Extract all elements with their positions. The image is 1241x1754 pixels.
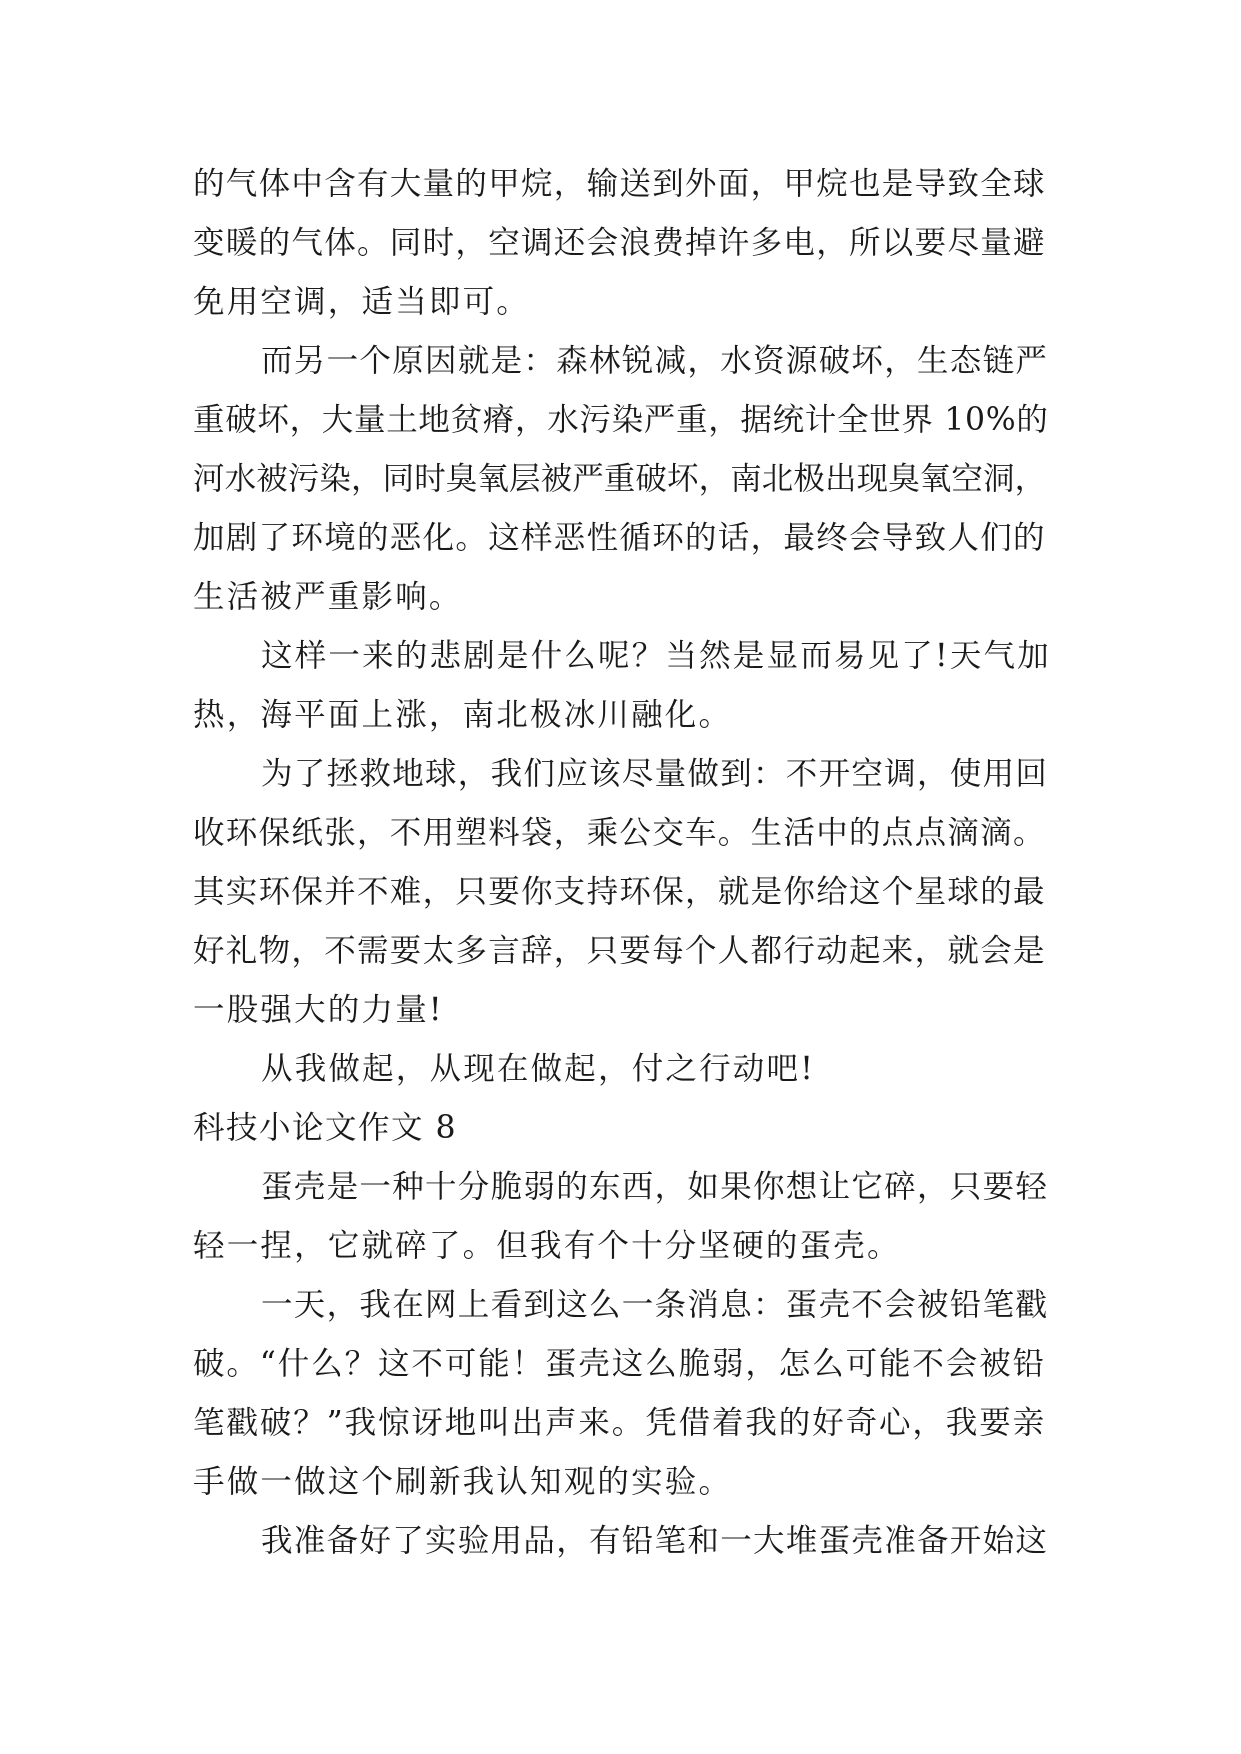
text-line: 轻一捏，它就碎了。但我有个十分坚硬的蛋壳。 <box>193 1228 901 1264</box>
document-body <box>193 155 1053 1571</box>
text-line: 笔戳破？”我惊讶地叫出声来。凭借着我的好奇心，我要亲 <box>193 1405 1047 1441</box>
text-line: 加剧了环境的恶化。这样恶性循环的话，最终会导致人们的 <box>193 520 1046 556</box>
paragraph-start-line: 这样一来的悲剧是什么呢？当然是显而易见了!天气加 <box>261 638 1051 674</box>
paragraph-start-line: 一天，我在网上看到这么一条消息：蛋壳不会被铅笔戳 <box>261 1287 1049 1323</box>
text-line: 重破坏，大量土地贫瘠，水污染严重，据统计全世界 10%的 <box>193 402 1049 438</box>
text-line: 免用空调，适当即可。 <box>193 284 531 320</box>
text-line: 河水被污染，同时臭氧层被严重破坏，南北极出现臭氧空洞， <box>193 461 1047 497</box>
text-line: 破。“什么？这不可能！蛋壳这么脆弱，怎么可能不会被铅 <box>193 1346 1047 1382</box>
text-line: 收环保纸张，不用塑料袋，乘公交车。生活中的点点滴滴。 <box>193 815 1046 851</box>
text-line: 变暖的气体。同时，空调还会浪费掉许多电，所以要尽量避 <box>193 225 1046 261</box>
text-line: 其实环保并不难，只要你支持环保，就是你给这个星球的最 <box>193 874 1046 910</box>
paragraph-start-line: 我准备好了实验用品，有铅笔和一大堆蛋壳准备开始这 <box>261 1523 1049 1559</box>
section-heading: 科技小论文作文 8 <box>193 1110 458 1146</box>
text-line: 生活被严重影响。 <box>193 579 463 615</box>
paragraph-start-line: 从我做起，从现在做起，付之行动吧! <box>261 1051 816 1087</box>
text-line: 一股强大的力量! <box>193 992 444 1028</box>
text-line: 好礼物，不需要太多言辞，只要每个人都行动起来，就会是 <box>193 933 1046 969</box>
text-line: 热，海平面上涨，南北极冰川融化。 <box>193 697 733 733</box>
text-line: 手做一做这个刷新我认知观的实验。 <box>193 1464 733 1500</box>
paragraph-start-line: 而另一个原因就是：森林锐减，水资源破坏，生态链严 <box>261 343 1049 379</box>
paragraph-start-line: 蛋壳是一种十分脆弱的东西，如果你想让它碎，只要轻 <box>261 1169 1049 1205</box>
text-line: 的气体中含有大量的甲烷，输送到外面，甲烷也是导致全球 <box>193 166 1046 202</box>
paragraph-start-line: 为了拯救地球，我们应该尽量做到：不开空调，使用回 <box>261 756 1049 792</box>
